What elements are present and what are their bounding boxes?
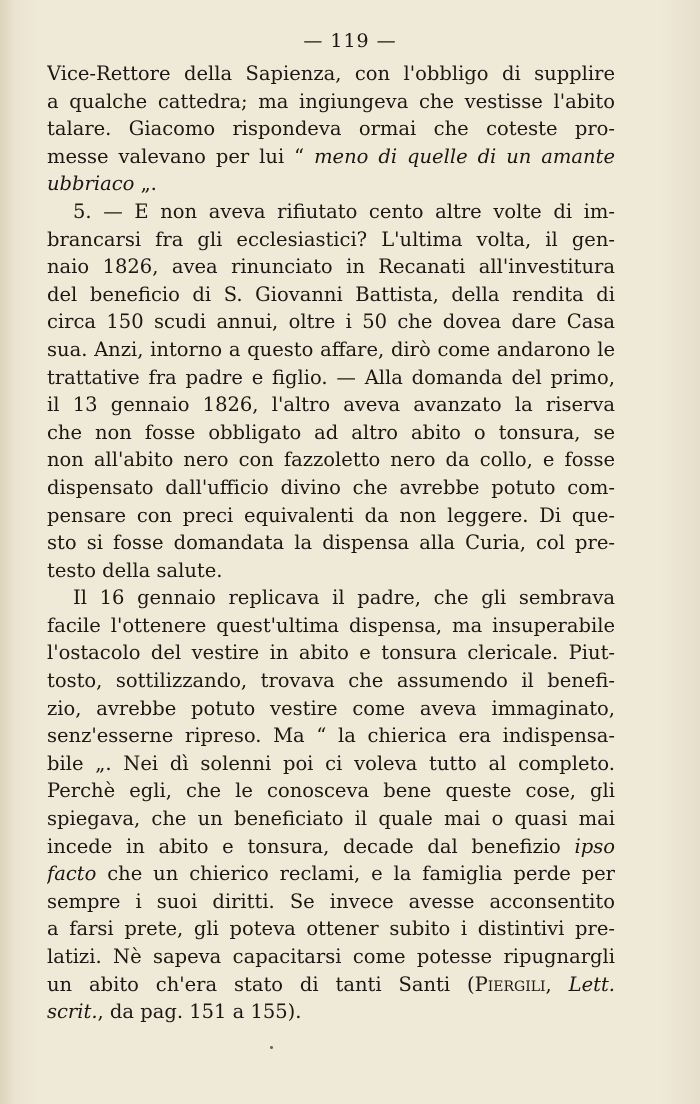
text-line: sua. Anzi, intorno a questo affare, dirò come andarono le xyxy=(47,337,615,361)
text-span: messe valevano per lui “ xyxy=(47,144,315,168)
body-text xyxy=(47,60,615,1026)
text-line: naio 1826, avea rinunciato in Recanati all'investitura xyxy=(47,255,615,279)
text-line: facile l'ottenere quest'ultima dispensa, ma insuperabile xyxy=(47,613,615,637)
text-line: Perchè egli, che le conosceva bene queste cose, gli xyxy=(47,779,615,803)
text-line: dispensato dall'ufficio divino che avrebbe potuto com- xyxy=(47,475,615,499)
paragraph-start: Il 16 gennaio replicava il padre, che gli sembrava xyxy=(73,586,615,610)
text-line: non all'abito nero con fazzoletto nero da collo, e fosse xyxy=(47,448,615,472)
text-span: che un chierico reclami, e la famiglia perde per xyxy=(96,862,615,886)
text-line: brancarsi fra gli ecclesiastici? L'ultima volta, il gen- xyxy=(47,227,615,251)
paragraph-start: 5. — E non aveva rifiutato cento altre volte di im- xyxy=(73,199,615,223)
text-span: , xyxy=(545,972,569,996)
text-line: testo della salute. xyxy=(47,558,223,582)
text-line: a qualche cattedra; ma ingiungeva che vestisse l'abito xyxy=(47,89,615,113)
citation-title: scrit. xyxy=(47,1000,98,1024)
text-line xyxy=(47,170,615,198)
text-line: latizi. Nè sapeva capacitarsi come potesse ripugnargli xyxy=(47,945,615,968)
text-line: trattative fra padre e figlio. — Alla domanda del primo, xyxy=(47,365,615,389)
page-number: — 119 — xyxy=(303,30,397,52)
italic-latin: facto xyxy=(47,862,97,886)
text-line xyxy=(47,998,615,1026)
text-line xyxy=(47,833,615,861)
text-line: pensare con preci equivalenti da non leggere. Di que- xyxy=(47,503,615,527)
italic-quote: meno di quelle di un amante xyxy=(314,144,615,168)
text-span: „. xyxy=(134,172,157,196)
citation-title: Lett. xyxy=(568,972,615,996)
text-line xyxy=(47,971,615,999)
text-line: bile „. Nei dì solenni poi ci voleva tutto al completo. xyxy=(47,751,615,775)
text-line: l'ostacolo del vestire in abito e tonsura clericale. Piut- xyxy=(47,641,615,665)
text-line: che non fosse obbligato ad altro abito o tonsura, se xyxy=(47,420,615,444)
text-line xyxy=(47,860,615,888)
text-line: sto si fosse domandata la dispensa alla Curia, col pre- xyxy=(47,531,615,555)
ink-speck xyxy=(270,1046,273,1049)
text-line: sempre i suoi diritti. Se invece avesse acconsentito xyxy=(47,889,615,913)
text-line: del beneficio di S. Giovanni Battista, della rendita di xyxy=(47,282,615,306)
text-line: talare. Giacomo rispondeva ormai che coteste pro- xyxy=(47,117,615,141)
text-line: a farsi prete, gli poteva ottener subito i distintivi pre- xyxy=(47,917,615,941)
text-span: incede in abito e tonsura, decade dal benefizio xyxy=(47,834,575,858)
italic-quote: ubbriaco xyxy=(47,172,135,196)
text-line xyxy=(47,143,615,171)
text-line: il 13 gennaio 1826, l'altro aveva avanzato la riserva xyxy=(47,393,615,417)
text-span: un abito ch'era stato di tanti Santi ( xyxy=(47,972,475,996)
italic-latin: ipso xyxy=(574,834,615,858)
text-line: Vice-Rettore della Sapienza, con l'obbligo di supplire xyxy=(47,62,615,85)
text-line: zio, avrebbe potuto vestire come aveva immaginato, xyxy=(47,696,615,720)
author-name: Piergili xyxy=(474,972,546,996)
text-line: tosto, sottilizzando, trovava che assumendo il benefi- xyxy=(47,669,615,693)
text-line: senz'esserne ripreso. Ma “ la chierica era indispensa- xyxy=(47,724,615,748)
text-line: circa 150 scudi annui, oltre i 50 che dovea dare Casa xyxy=(47,310,615,334)
text-line: spiegava, che un beneficiato il quale mai o quasi mai xyxy=(47,807,615,831)
text-span: , da pag. 151 a 155). xyxy=(97,1000,302,1024)
